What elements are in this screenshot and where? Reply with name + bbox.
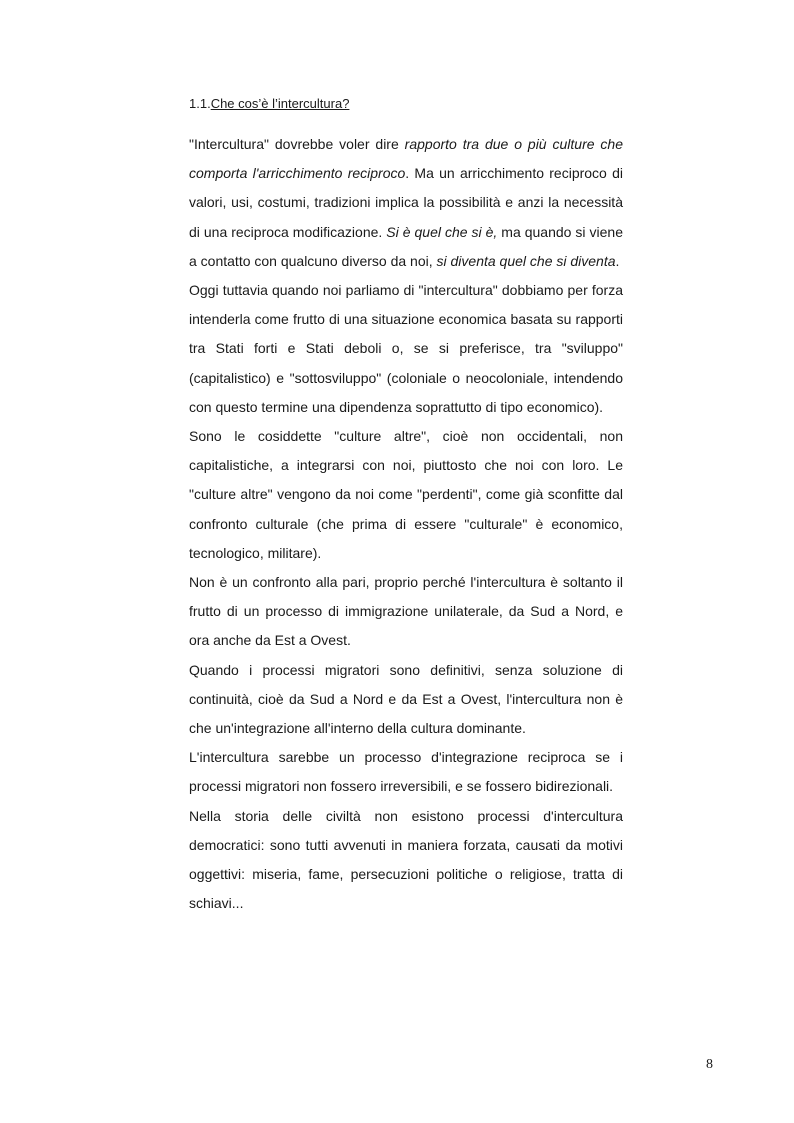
body-text xyxy=(189,130,623,918)
section-title: Che cos’è l’intercultura? xyxy=(210,96,350,111)
paragraph-3: Sono le cosiddette "culture altre", cioè non occidentali, non capitalistiche, a integrarsi con noi, piuttosto che noi con loro. Le "culture altre" vengono da noi come "perdenti", come già sconfitte dal confronto culturale (che prima di essere "culturale" è economico, tecnologico, militare). xyxy=(189,428,623,561)
p1-text-g: . xyxy=(615,252,620,269)
paragraph-5: Quando i processi migratori sono definitivi, senza soluzione di continuità, cioè da Sud a Nord e da Est a Ovest, l'intercultura non è che un'integrazione all'interno della cultura dominante. xyxy=(189,661,623,737)
p1-text-c: . Ma un arricchimento reciproco di valori, usi, costumi, tradizioni implica la possibilità e anzi la necessità di una reciproca modificazione. xyxy=(189,165,623,240)
p1-italic-quote-1: Si è quel che si è, xyxy=(386,223,498,240)
p1-text-e: ma quando si viene a contatto con qualcuno diverso da noi, xyxy=(189,223,623,269)
paragraph-1 xyxy=(189,130,623,276)
p1-italic-quote-2: si diventa quel che si diventa xyxy=(436,252,616,269)
paragraph-6: L'intercultura sarebbe un processo d'integrazione reciproca se i processi migratori non fossero irreversibili, e se fossero bidirezionali. xyxy=(189,749,623,795)
p1-italic-definition: rapporto tra due o più culture che comporta l'arricchimento reciproco xyxy=(189,136,623,182)
p1-text-a: "Intercultura" dovrebbe voler dire xyxy=(189,136,405,152)
section-number: 1.1. xyxy=(189,96,211,111)
paragraph-2: Oggi tuttavia quando noi parliamo di "intercultura" dobbiamo per forza intenderla come frutto di una situazione economica basata su rapporti tra Stati forti e Stati deboli o, se si preferisce, tra "sviluppo" (capitalistico) e "sottosviluppo" (coloniale o neocoloniale, intendendo con questo termine una dipendenza soprattutto di tipo economico). xyxy=(189,282,623,415)
paragraph-4: Non è un confronto alla pari, proprio perché l'intercultura è soltanto il frutto di un processo di immigrazione unilaterale, da Sud a Nord, e ora anche da Est a Ovest. xyxy=(189,574,623,649)
section-heading xyxy=(189,94,349,114)
page-number: 8 xyxy=(706,1057,713,1072)
paragraph-7: Nella storia delle civiltà non esistono processi d'intercultura democratici: sono tutti avvenuti in maniera forzata, causati da motivi oggettivi: miseria, fame, persecuzioni politiche o religiose, tratta di schiavi... xyxy=(189,807,623,912)
